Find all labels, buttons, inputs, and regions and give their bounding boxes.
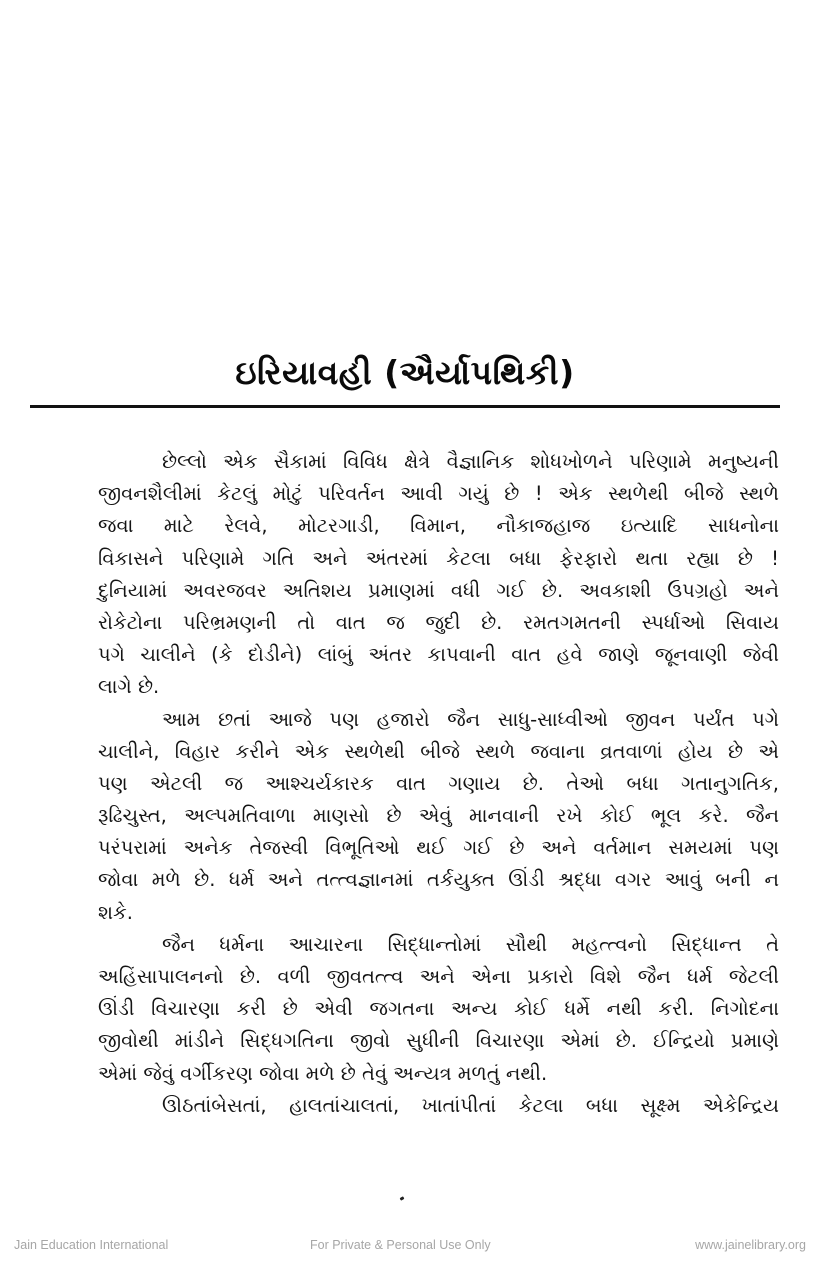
text-line: પણ એટલી જ આશ્ચર્યકારક વાત ગણાય છે. તેઓ બધા ગતાનુગતિક, [98,771,779,795]
text-line: જવા માટે રેલવે, મોટરગાડી, વિમાન, નૌકાજહાજ ઇત્યાદિ સાધનોના [98,514,779,538]
text-line: જોવા મળે છે. ધર્મ અને તત્ત્વજ્ઞાનમાં તર્કયુક્ત ઊંડી શ્રદ્ધા વગર આવું બની ન [98,868,779,892]
body-text [34,446,779,1122]
footer-usage-note: For Private & Personal Use Only [310,1238,491,1252]
paragraph-1 [34,446,779,704]
scan-speck [400,1196,405,1201]
text-line: રૂઢિચુસ્ત, અલ્પમતિવાળા માણસો છે એવું માનવાની રખે કોઈ ભૂલ કરે. જૈન [98,804,779,828]
text-line: આમ છતાં આજે પણ હજારો જૈન સાધુ-સાધ્વીઓ જીવન પર્યંત પગે [162,707,779,731]
title-underline-rule [30,405,780,408]
text-line: લાગે છે. [98,675,160,699]
text-line: શકે. [98,900,134,924]
text-line: પગે ચાલીને (કે દોડીને) લાંબું અંતર કાપવાની વાત હવે જાણે જૂનવાણી જેવી [98,643,779,667]
paragraph-3 [34,929,779,1090]
footer-website-link[interactable]: www.jainelibrary.org [695,1238,806,1252]
paragraph-4 [34,1090,779,1122]
footer-publisher: Jain Education International [14,1238,169,1252]
paragraph-2 [34,704,779,929]
text-line: રોકેટોના પરિભ્રમણની તો વાત જ જુદી છે. રમતગમતની સ્પર્ધાઓ સિવાય [98,610,779,634]
chapter-title: ઇરિયાવહી (ઐર્યાપથિકી) [235,353,575,392]
text-line: એમાં જેવું વર્ગીકરણ જોવા મળે છે તેવું અન્યત્ર મળતું નથી. [98,1061,548,1085]
text-line: જીવનશૈલીમાં કેટલું મોટું પરિવર્તન આવી ગયું છે ! એક સ્થળેથી બીજે સ્થળે [98,482,779,506]
page-footer [0,1238,828,1258]
text-line: વિકાસને પરિણામે ગતિ અને અંતરમાં કેટલા બધા ફેરફારો થતા રહ્યા છે ! [98,546,779,570]
text-line: ચાલીને, વિહાર કરીને એક સ્થળેથી બીજે સ્થળે જવાના વ્રતવાળાં હોય છે એ [98,739,779,763]
text-line: અહિંસાપાલનનો છે. વળી જીવતત્ત્વ અને એના પ્રકારો વિશે જૈન ધર્મ જેટલી [98,965,779,988]
text-line: ઊઠતાંબેસતાં, હાલતાંચાલતાં, ખાતાંપીતાં કેટલા બધા સૂક્ષ્મ એકેન્દ્રિય [162,1093,779,1117]
text-line: જૈન ધર્મના આચારના સિદ્ધાન્તોમાં સૌથી મહત્ત્વનો સિદ્ધાન્ત તે [162,932,779,956]
text-line: ઊંડી વિચારણા કરી છે એવી જગતના અન્ય કોઈ ધર્મે નથી કરી. નિગોદના [98,997,779,1021]
text-line: પરંપરામાં અનેક તેજસ્વી વિભૂતિઓ થઈ ગઈ છે અને વર્તમાન સમયમાં પણ [98,836,779,860]
text-line: જીવોથી માંડીને સિદ્ધગતિના જીવો સુધીની વિચારણા એમાં છે. ઈન્દ્રિયો પ્રમાણે [98,1029,779,1053]
text-line: દુનિયામાં અવરજવર અતિશય પ્રમાણમાં વધી ગઈ છે. અવકાશી ઉપગ્રહો અને [98,578,779,602]
text-line: છેલ્લો એક સૈકામાં વિવિધ ક્ષેત્રે વૈજ્ઞાનિક શોધખોળને પરિણામે મનુષ્યની [162,450,779,473]
